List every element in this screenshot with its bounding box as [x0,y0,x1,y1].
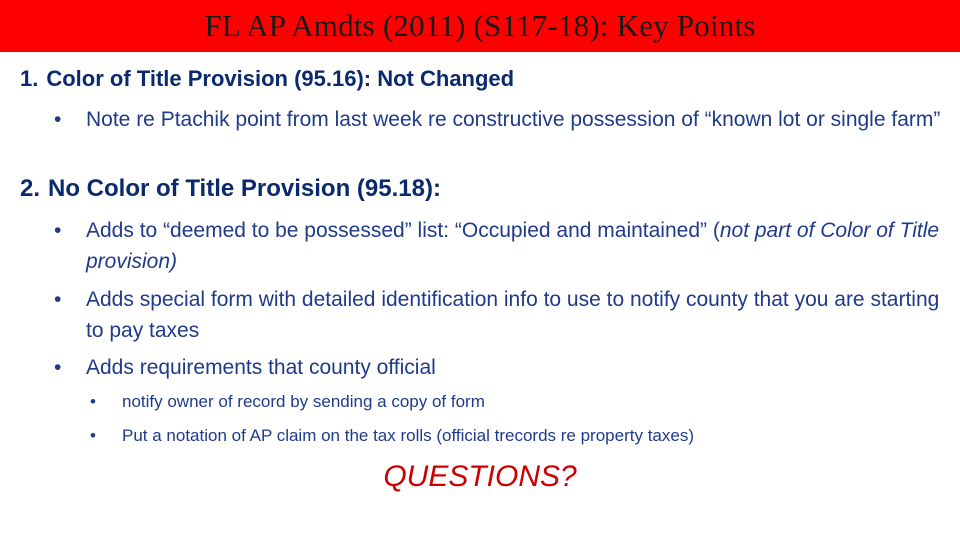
bullet-dot: • [54,108,62,131]
section-heading-1 [20,66,514,92]
bullet-text: Adds requirements that county official [86,356,436,379]
questions-prompt: QUESTIONS? [383,460,577,493]
bullet-dot: • [54,288,62,311]
title-bar [0,0,960,52]
sub-bullet-text: notify owner of record by sending a copy of form [122,392,485,411]
section-heading-text-2: No Color of Title Provision (95.18): [48,175,441,202]
bullet-text-italic: not part of Color of Title provision) [86,219,940,273]
sub-bullet-dot: • [90,426,96,445]
bullet-text [86,215,956,277]
bullet-text: Note re Ptachik point from last week re constructive possession of “known lot or single farm” [86,108,941,131]
sub-bullet-dot: • [90,392,96,411]
section-number-1: 1. [20,66,39,91]
bullet-text-normal: Adds to “deemed to be possessed” list: “Occupied and maintained” ( [86,219,720,242]
slide-content [0,52,960,540]
sub-bullet-text: Put a notation of AP claim on the tax rolls (official trecords re property taxes) [122,426,694,445]
bullet-dot: • [54,219,62,242]
section-number-2: 2. [20,175,41,202]
section-heading-2 [20,175,441,203]
slide-title: FL AP Amdts (2011) (S117-18): Key Points [204,8,756,43]
section-heading-text-1: Color of Title Provision (95.16): Not Changed [46,66,515,91]
bullet-dot: • [54,356,62,379]
bullet-text: Adds special form with detailed identification info to use to notify county that you are starting to pay taxes [86,288,940,342]
